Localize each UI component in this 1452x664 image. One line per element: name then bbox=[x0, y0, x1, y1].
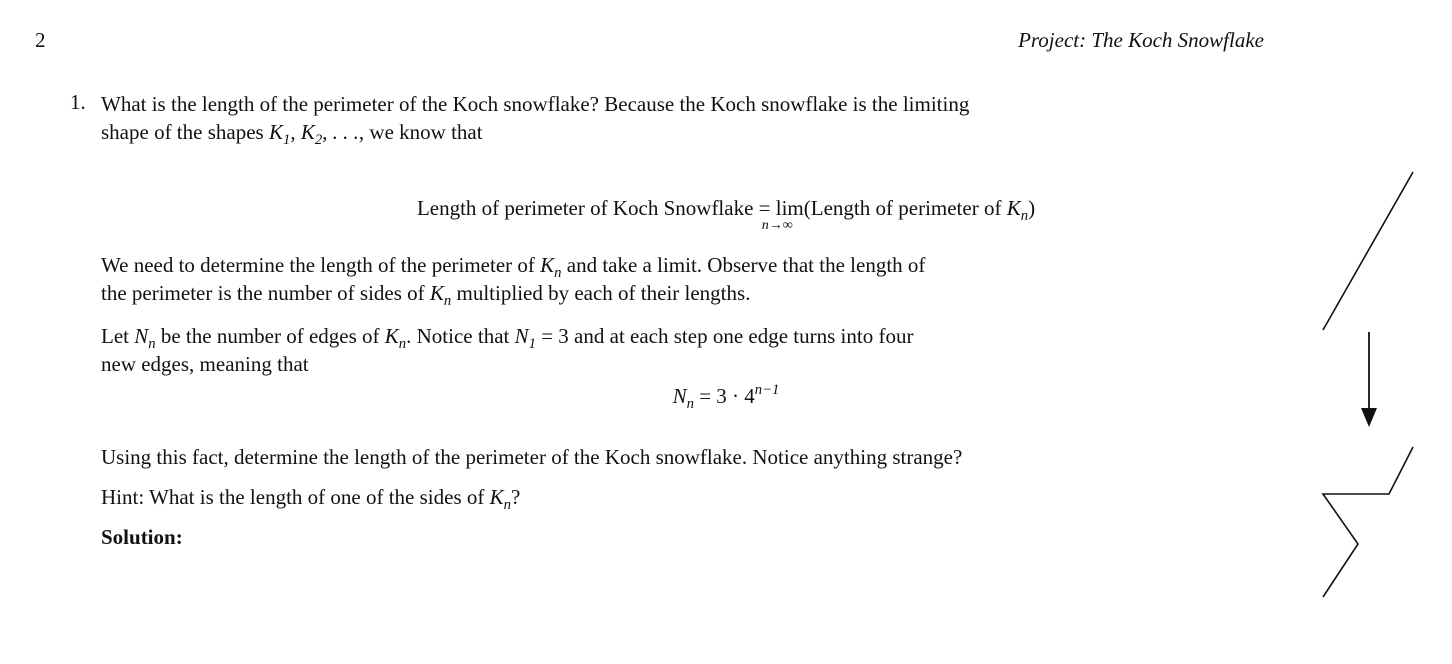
running-head: Project: The Koch Snowflake bbox=[1018, 28, 1264, 52]
limit-operator: lim n→∞ bbox=[761, 196, 804, 233]
intro-line-2-suffix: , we know that bbox=[358, 120, 483, 144]
problem-intro bbox=[101, 90, 1291, 149]
solution-label: Solution: bbox=[101, 525, 183, 549]
paragraph-edges: Let $N_n$ be the number of edges of $K_n$. Notice that $N_1 = 3$ and at each step one edge turns into four new edges, meaning that bbox=[101, 324, 914, 376]
page-number: 2 bbox=[35, 28, 46, 52]
perimeter-limit-equation: Length of perimeter of Koch Snowflake = lim n→∞ (Length of perimeter of $K_n$) bbox=[416, 196, 1036, 233]
hint: Hint: What is the length of one of the sides of $K_n$? bbox=[101, 485, 521, 514]
intro-line-2-prefix: shape of the shapes bbox=[101, 120, 269, 144]
initial-segment bbox=[1323, 172, 1413, 330]
paragraph-perimeter: We need to determine the length of the perimeter of $K_n$ and take a limit. Observe that the length of the perimeter is the number of sides of $K_n$ multiplied by each of their lengths. bbox=[101, 253, 926, 310]
shape-sequence: $K_1$, $K_2$, . . . bbox=[268, 120, 359, 149]
koch-segment bbox=[1323, 447, 1413, 597]
problem-number: 1. bbox=[70, 90, 86, 114]
arrow-head bbox=[1361, 408, 1377, 427]
edge-count-formula: $N_n = 3 \cdot 4^{n-1}$ bbox=[672, 382, 780, 413]
koch-step-figure bbox=[1310, 160, 1430, 605]
paragraph-question: Using this fact, determine the length of the perimeter of the Koch snowflake. Notice anything strange? bbox=[101, 445, 963, 469]
intro-line-1: What is the length of the perimeter of the Koch snowflake? Because the Koch snowflake is the limiting bbox=[101, 92, 970, 116]
